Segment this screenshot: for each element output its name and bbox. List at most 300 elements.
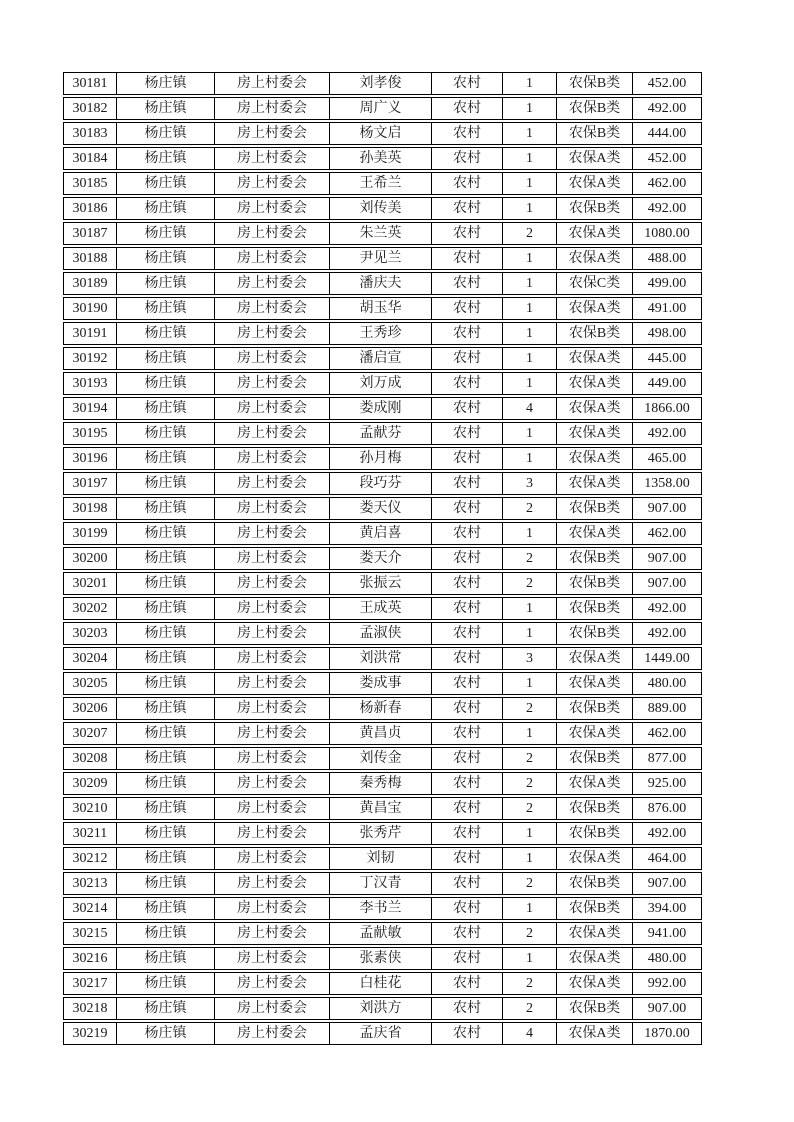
amount-cell: 444.00 (633, 122, 702, 145)
village-committee-cell: 房上村委会 (215, 122, 330, 145)
person-count-cell: 2 (503, 747, 557, 770)
person-count-cell: 1 (503, 72, 557, 95)
person-name-cell: 黄昌贞 (330, 722, 432, 745)
table-row (63, 497, 702, 520)
table-row (63, 947, 702, 970)
household-type-cell: 农村 (432, 772, 503, 795)
insurance-type-cell: 农保B类 (557, 72, 633, 95)
amount-cell: 492.00 (633, 97, 702, 120)
record-id-cell: 30196 (63, 447, 117, 470)
household-type-cell: 农村 (432, 397, 503, 420)
table-row (63, 472, 702, 495)
person-name-cell: 朱兰英 (330, 222, 432, 245)
village-committee-cell: 房上村委会 (215, 322, 330, 345)
person-count-cell: 1 (503, 372, 557, 395)
person-count-cell: 1 (503, 97, 557, 120)
household-type-cell: 农村 (432, 947, 503, 970)
village-committee-cell: 房上村委会 (215, 647, 330, 670)
person-count-cell: 1 (503, 897, 557, 920)
village-committee-cell: 房上村委会 (215, 997, 330, 1020)
amount-cell: 907.00 (633, 872, 702, 895)
household-type-cell: 农村 (432, 197, 503, 220)
record-id-cell: 30193 (63, 372, 117, 395)
person-count-cell: 1 (503, 947, 557, 970)
record-id-cell: 30215 (63, 922, 117, 945)
village-committee-cell: 房上村委会 (215, 672, 330, 695)
record-id-cell: 30200 (63, 547, 117, 570)
town-cell: 杨庄镇 (117, 97, 215, 120)
record-id-cell: 30195 (63, 422, 117, 445)
table-row (63, 172, 702, 195)
town-cell: 杨庄镇 (117, 197, 215, 220)
village-committee-cell: 房上村委会 (215, 947, 330, 970)
village-committee-cell: 房上村委会 (215, 397, 330, 420)
village-committee-cell: 房上村委会 (215, 297, 330, 320)
insurance-type-cell: 农保B类 (557, 547, 633, 570)
household-type-cell: 农村 (432, 72, 503, 95)
person-name-cell: 刘洪常 (330, 647, 432, 670)
household-type-cell: 农村 (432, 847, 503, 870)
amount-cell: 876.00 (633, 797, 702, 820)
village-committee-cell: 房上村委会 (215, 872, 330, 895)
insurance-type-cell: 农保B类 (557, 747, 633, 770)
table-row (63, 97, 702, 120)
person-name-cell: 黄启喜 (330, 522, 432, 545)
town-cell: 杨庄镇 (117, 672, 215, 695)
table-row (63, 247, 702, 270)
town-cell: 杨庄镇 (117, 247, 215, 270)
amount-cell: 907.00 (633, 547, 702, 570)
record-id-cell: 30187 (63, 222, 117, 245)
village-committee-cell: 房上村委会 (215, 472, 330, 495)
person-name-cell: 张振云 (330, 572, 432, 595)
person-name-cell: 刘传金 (330, 747, 432, 770)
village-committee-cell: 房上村委会 (215, 72, 330, 95)
person-name-cell: 段巧芬 (330, 472, 432, 495)
insurance-type-cell: 农保B类 (557, 197, 633, 220)
village-committee-cell: 房上村委会 (215, 722, 330, 745)
insurance-type-cell: 农保B类 (557, 822, 633, 845)
town-cell: 杨庄镇 (117, 397, 215, 420)
village-committee-cell: 房上村委会 (215, 222, 330, 245)
table-row (63, 622, 702, 645)
record-id-cell: 30203 (63, 622, 117, 645)
record-id-cell: 30214 (63, 897, 117, 920)
record-id-cell: 30190 (63, 297, 117, 320)
town-cell: 杨庄镇 (117, 822, 215, 845)
household-type-cell: 农村 (432, 797, 503, 820)
household-type-cell: 农村 (432, 122, 503, 145)
person-name-cell: 李书兰 (330, 897, 432, 920)
insurance-type-cell: 农保A类 (557, 972, 633, 995)
person-count-cell: 2 (503, 697, 557, 720)
insurance-type-cell: 农保A类 (557, 647, 633, 670)
insurance-type-cell: 农保A类 (557, 522, 633, 545)
town-cell: 杨庄镇 (117, 772, 215, 795)
village-committee-cell: 房上村委会 (215, 847, 330, 870)
insurance-type-cell: 农保A类 (557, 397, 633, 420)
insurance-type-cell: 农保A类 (557, 947, 633, 970)
town-cell: 杨庄镇 (117, 447, 215, 470)
household-type-cell: 农村 (432, 997, 503, 1020)
person-count-cell: 1 (503, 322, 557, 345)
insurance-type-cell: 农保B类 (557, 122, 633, 145)
person-count-cell: 4 (503, 397, 557, 420)
record-id-cell: 30208 (63, 747, 117, 770)
table-row (63, 422, 702, 445)
insurance-type-cell: 农保B类 (557, 622, 633, 645)
insurance-type-cell: 农保B类 (557, 97, 633, 120)
record-id-cell: 30219 (63, 1022, 117, 1045)
village-committee-cell: 房上村委会 (215, 272, 330, 295)
insurance-type-cell: 农保B类 (557, 997, 633, 1020)
person-name-cell: 胡玉华 (330, 297, 432, 320)
insurance-type-cell: 农保B类 (557, 322, 633, 345)
table-row (63, 597, 702, 620)
household-type-cell: 农村 (432, 1022, 503, 1045)
village-committee-cell: 房上村委会 (215, 972, 330, 995)
person-name-cell: 张素侠 (330, 947, 432, 970)
amount-cell: 480.00 (633, 672, 702, 695)
table-row (63, 797, 702, 820)
person-name-cell: 黄昌宝 (330, 797, 432, 820)
village-committee-cell: 房上村委会 (215, 97, 330, 120)
record-id-cell: 30204 (63, 647, 117, 670)
town-cell: 杨庄镇 (117, 922, 215, 945)
person-name-cell: 孟庆省 (330, 1022, 432, 1045)
record-id-cell: 30194 (63, 397, 117, 420)
household-type-cell: 农村 (432, 472, 503, 495)
village-committee-cell: 房上村委会 (215, 572, 330, 595)
village-committee-cell: 房上村委会 (215, 922, 330, 945)
person-count-cell: 2 (503, 997, 557, 1020)
amount-cell: 992.00 (633, 972, 702, 995)
household-type-cell: 农村 (432, 447, 503, 470)
insurance-type-cell: 农保A类 (557, 247, 633, 270)
table-row (63, 397, 702, 420)
town-cell: 杨庄镇 (117, 647, 215, 670)
record-id-cell: 30182 (63, 97, 117, 120)
record-id-cell: 30211 (63, 822, 117, 845)
person-count-cell: 1 (503, 147, 557, 170)
amount-cell: 492.00 (633, 197, 702, 220)
town-cell: 杨庄镇 (117, 347, 215, 370)
amount-cell: 394.00 (633, 897, 702, 920)
household-type-cell: 农村 (432, 922, 503, 945)
amount-cell: 492.00 (633, 597, 702, 620)
table-row (63, 997, 702, 1020)
record-id-cell: 30213 (63, 872, 117, 895)
amount-cell: 492.00 (633, 622, 702, 645)
village-committee-cell: 房上村委会 (215, 747, 330, 770)
amount-cell: 465.00 (633, 447, 702, 470)
town-cell: 杨庄镇 (117, 947, 215, 970)
town-cell: 杨庄镇 (117, 1022, 215, 1045)
table-row (63, 372, 702, 395)
household-type-cell: 农村 (432, 672, 503, 695)
insurance-type-cell: 农保A类 (557, 422, 633, 445)
household-type-cell: 农村 (432, 297, 503, 320)
amount-cell: 1870.00 (633, 1022, 702, 1045)
household-type-cell: 农村 (432, 172, 503, 195)
table-row (63, 972, 702, 995)
village-committee-cell: 房上村委会 (215, 497, 330, 520)
table-row (63, 322, 702, 345)
table-row (63, 1022, 702, 1045)
insurance-type-cell: 农保B类 (557, 697, 633, 720)
insurance-type-cell: 农保A类 (557, 447, 633, 470)
person-name-cell: 秦秀梅 (330, 772, 432, 795)
person-name-cell: 娄天仪 (330, 497, 432, 520)
village-committee-cell: 房上村委会 (215, 197, 330, 220)
person-name-cell: 孟献敏 (330, 922, 432, 945)
household-type-cell: 农村 (432, 497, 503, 520)
amount-cell: 480.00 (633, 947, 702, 970)
record-id-cell: 30192 (63, 347, 117, 370)
household-type-cell: 农村 (432, 372, 503, 395)
record-id-cell: 30202 (63, 597, 117, 620)
household-type-cell: 农村 (432, 347, 503, 370)
person-name-cell: 白桂花 (330, 972, 432, 995)
amount-cell: 491.00 (633, 297, 702, 320)
town-cell: 杨庄镇 (117, 222, 215, 245)
household-type-cell: 农村 (432, 522, 503, 545)
village-committee-cell: 房上村委会 (215, 447, 330, 470)
town-cell: 杨庄镇 (117, 897, 215, 920)
person-count-cell: 2 (503, 222, 557, 245)
amount-cell: 907.00 (633, 572, 702, 595)
record-id-cell: 30205 (63, 672, 117, 695)
person-name-cell: 孟淑侠 (330, 622, 432, 645)
table-row (63, 222, 702, 245)
village-committee-cell: 房上村委会 (215, 897, 330, 920)
table-row (63, 522, 702, 545)
record-id-cell: 30217 (63, 972, 117, 995)
person-name-cell: 刘洪方 (330, 997, 432, 1020)
person-count-cell: 2 (503, 547, 557, 570)
person-count-cell: 1 (503, 297, 557, 320)
amount-cell: 452.00 (633, 147, 702, 170)
town-cell: 杨庄镇 (117, 747, 215, 770)
table-row (63, 722, 702, 745)
household-type-cell: 农村 (432, 972, 503, 995)
insurance-type-cell: 农保A类 (557, 772, 633, 795)
table-row (63, 347, 702, 370)
person-name-cell: 刘孝俊 (330, 72, 432, 95)
person-count-cell: 1 (503, 447, 557, 470)
record-id-cell: 30212 (63, 847, 117, 870)
insurance-type-cell: 农保B类 (557, 797, 633, 820)
amount-cell: 452.00 (633, 72, 702, 95)
person-count-cell: 1 (503, 247, 557, 270)
town-cell: 杨庄镇 (117, 497, 215, 520)
amount-cell: 889.00 (633, 697, 702, 720)
amount-cell: 462.00 (633, 172, 702, 195)
person-name-cell: 丁汉青 (330, 872, 432, 895)
person-count-cell: 1 (503, 122, 557, 145)
town-cell: 杨庄镇 (117, 72, 215, 95)
record-id-cell: 30207 (63, 722, 117, 745)
insurance-type-cell: 农保A类 (557, 1022, 633, 1045)
town-cell: 杨庄镇 (117, 622, 215, 645)
table-row (63, 572, 702, 595)
person-name-cell: 娄成事 (330, 672, 432, 695)
household-type-cell: 农村 (432, 722, 503, 745)
town-cell: 杨庄镇 (117, 172, 215, 195)
insurance-type-cell: 农保B类 (557, 597, 633, 620)
person-count-cell: 1 (503, 272, 557, 295)
record-id-cell: 30216 (63, 947, 117, 970)
household-type-cell: 农村 (432, 597, 503, 620)
amount-cell: 925.00 (633, 772, 702, 795)
village-committee-cell: 房上村委会 (215, 347, 330, 370)
town-cell: 杨庄镇 (117, 547, 215, 570)
person-name-cell: 杨文启 (330, 122, 432, 145)
person-name-cell: 孙月梅 (330, 447, 432, 470)
table-row (63, 697, 702, 720)
record-id-cell: 30197 (63, 472, 117, 495)
table-row (63, 272, 702, 295)
person-name-cell: 刘传美 (330, 197, 432, 220)
amount-cell: 464.00 (633, 847, 702, 870)
record-id-cell: 30218 (63, 997, 117, 1020)
insurance-type-cell: 农保A类 (557, 847, 633, 870)
table-row (63, 747, 702, 770)
household-type-cell: 农村 (432, 897, 503, 920)
person-name-cell: 周广义 (330, 97, 432, 120)
person-name-cell: 王希兰 (330, 172, 432, 195)
town-cell: 杨庄镇 (117, 697, 215, 720)
household-type-cell: 农村 (432, 647, 503, 670)
amount-cell: 1866.00 (633, 397, 702, 420)
record-id-cell: 30189 (63, 272, 117, 295)
town-cell: 杨庄镇 (117, 572, 215, 595)
town-cell: 杨庄镇 (117, 797, 215, 820)
insurance-type-cell: 农保A类 (557, 297, 633, 320)
town-cell: 杨庄镇 (117, 372, 215, 395)
insurance-type-cell: 农保A类 (557, 222, 633, 245)
person-count-cell: 2 (503, 922, 557, 945)
insurance-type-cell: 农保A类 (557, 722, 633, 745)
village-committee-cell: 房上村委会 (215, 372, 330, 395)
person-name-cell: 杨新春 (330, 697, 432, 720)
household-type-cell: 农村 (432, 872, 503, 895)
person-count-cell: 1 (503, 822, 557, 845)
table-row (63, 147, 702, 170)
person-name-cell: 孟献芬 (330, 422, 432, 445)
village-committee-cell: 房上村委会 (215, 697, 330, 720)
table-row (63, 547, 702, 570)
table-row (63, 822, 702, 845)
person-count-cell: 2 (503, 972, 557, 995)
household-type-cell: 农村 (432, 147, 503, 170)
person-name-cell: 尹见兰 (330, 247, 432, 270)
table-row (63, 772, 702, 795)
household-type-cell: 农村 (432, 572, 503, 595)
record-id-cell: 30185 (63, 172, 117, 195)
person-name-cell: 娄成刚 (330, 397, 432, 420)
household-type-cell: 农村 (432, 697, 503, 720)
village-committee-cell: 房上村委会 (215, 772, 330, 795)
household-type-cell: 农村 (432, 547, 503, 570)
table-row (63, 922, 702, 945)
person-count-cell: 4 (503, 1022, 557, 1045)
person-count-cell: 2 (503, 772, 557, 795)
household-type-cell: 农村 (432, 422, 503, 445)
insurance-type-cell: 农保B类 (557, 497, 633, 520)
table-row (63, 447, 702, 470)
table-row (63, 672, 702, 695)
amount-cell: 488.00 (633, 247, 702, 270)
person-name-cell: 潘启宣 (330, 347, 432, 370)
table-row (63, 197, 702, 220)
person-count-cell: 2 (503, 872, 557, 895)
insurance-type-cell: 农保A类 (557, 147, 633, 170)
town-cell: 杨庄镇 (117, 472, 215, 495)
amount-cell: 877.00 (633, 747, 702, 770)
person-name-cell: 刘万成 (330, 372, 432, 395)
household-type-cell: 农村 (432, 747, 503, 770)
amount-cell: 941.00 (633, 922, 702, 945)
town-cell: 杨庄镇 (117, 272, 215, 295)
person-count-cell: 1 (503, 422, 557, 445)
person-count-cell: 1 (503, 172, 557, 195)
amount-cell: 498.00 (633, 322, 702, 345)
person-name-cell: 张秀芹 (330, 822, 432, 845)
village-committee-cell: 房上村委会 (215, 522, 330, 545)
record-id-cell: 30181 (63, 72, 117, 95)
village-committee-cell: 房上村委会 (215, 172, 330, 195)
amount-cell: 1080.00 (633, 222, 702, 245)
amount-cell: 499.00 (633, 272, 702, 295)
record-id-cell: 30209 (63, 772, 117, 795)
table-row (63, 872, 702, 895)
town-cell: 杨庄镇 (117, 997, 215, 1020)
village-committee-cell: 房上村委会 (215, 597, 330, 620)
person-count-cell: 1 (503, 522, 557, 545)
amount-cell: 445.00 (633, 347, 702, 370)
person-name-cell: 娄天介 (330, 547, 432, 570)
town-cell: 杨庄镇 (117, 597, 215, 620)
town-cell: 杨庄镇 (117, 322, 215, 345)
insurance-type-cell: 农保B类 (557, 897, 633, 920)
record-id-cell: 30188 (63, 247, 117, 270)
village-committee-cell: 房上村委会 (215, 422, 330, 445)
household-type-cell: 农村 (432, 822, 503, 845)
person-count-cell: 2 (503, 572, 557, 595)
town-cell: 杨庄镇 (117, 972, 215, 995)
person-name-cell: 刘韧 (330, 847, 432, 870)
person-count-cell: 1 (503, 597, 557, 620)
town-cell: 杨庄镇 (117, 147, 215, 170)
person-count-cell: 1 (503, 197, 557, 220)
amount-cell: 462.00 (633, 722, 702, 745)
insurance-type-cell: 农保A类 (557, 372, 633, 395)
town-cell: 杨庄镇 (117, 847, 215, 870)
amount-cell: 449.00 (633, 372, 702, 395)
table-row (63, 847, 702, 870)
person-count-cell: 1 (503, 722, 557, 745)
record-id-cell: 30201 (63, 572, 117, 595)
town-cell: 杨庄镇 (117, 872, 215, 895)
record-id-cell: 30210 (63, 797, 117, 820)
town-cell: 杨庄镇 (117, 122, 215, 145)
town-cell: 杨庄镇 (117, 422, 215, 445)
village-committee-cell: 房上村委会 (215, 622, 330, 645)
person-count-cell: 1 (503, 672, 557, 695)
household-type-cell: 农村 (432, 272, 503, 295)
person-name-cell: 王秀珍 (330, 322, 432, 345)
